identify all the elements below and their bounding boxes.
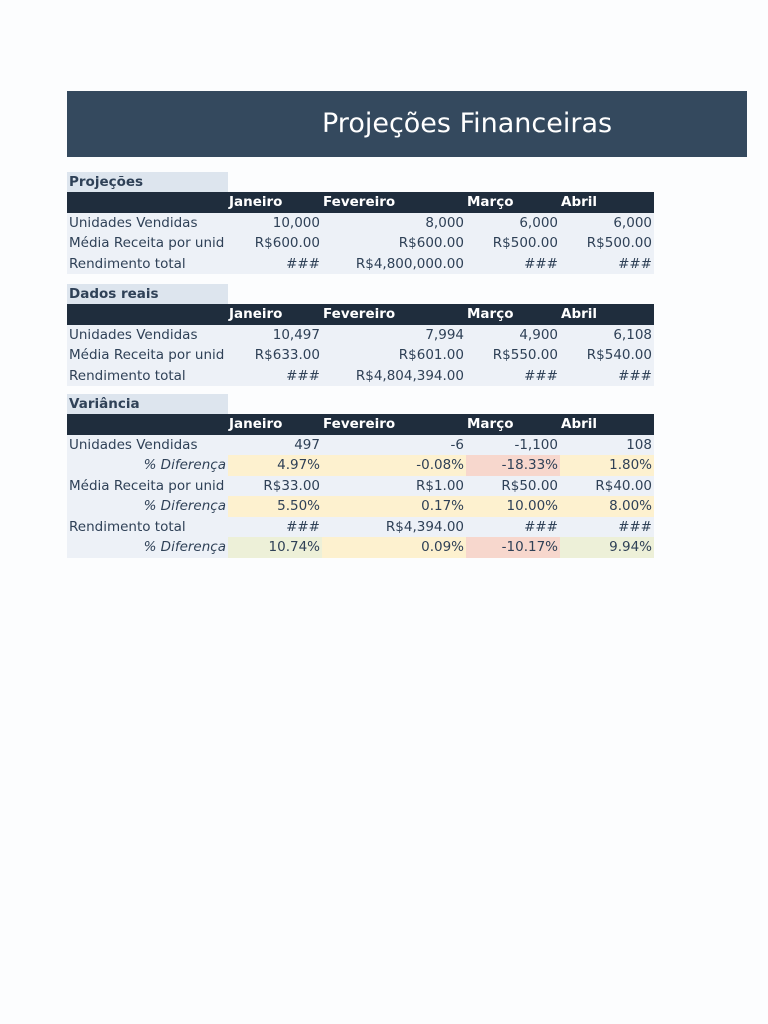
cell[interactable]: R$540.00 <box>586 347 652 363</box>
title-banner <box>67 91 747 157</box>
cell[interactable]: R$33.00 <box>263 477 320 494</box>
cell[interactable]: 6,000 <box>613 214 652 231</box>
row-label[interactable]: Unidades Vendidas <box>69 436 198 453</box>
cell[interactable]: ### <box>286 367 320 384</box>
row-label[interactable]: Rendimento total <box>69 518 186 535</box>
pct-cell[interactable]: 9.94% <box>560 537 654 558</box>
cell[interactable]: -6 <box>450 436 464 453</box>
row-label[interactable]: Média Receita por unid <box>69 235 225 251</box>
cell[interactable]: R$633.00 <box>254 347 320 363</box>
header-month[interactable]: Março <box>467 194 514 210</box>
header-empty-cell[interactable] <box>67 414 228 435</box>
table-row <box>67 517 654 538</box>
section-title-row <box>67 394 654 414</box>
section-title[interactable]: Variância <box>67 394 228 414</box>
pct-cell[interactable]: -0.08% <box>322 455 466 476</box>
cell[interactable]: 497 <box>294 436 320 453</box>
cell[interactable]: R$4,804,394.00 <box>355 367 464 384</box>
header-month[interactable]: Março <box>467 416 514 432</box>
cell[interactable]: 6,000 <box>519 214 558 231</box>
cell[interactable]: ### <box>524 367 558 384</box>
row-label[interactable]: Média Receita por unid <box>69 477 225 494</box>
page-title: Projeções Financeiras <box>322 108 613 139</box>
row-label[interactable]: Rendimento total <box>69 255 186 272</box>
pct-cell[interactable]: 0.17% <box>322 496 466 517</box>
header-month[interactable]: Fevereiro <box>323 306 396 322</box>
table-row <box>67 366 654 387</box>
pct-cell[interactable]: -18.33% <box>466 455 560 476</box>
row-label[interactable]: Unidades Vendidas <box>69 326 198 343</box>
table-row <box>67 435 654 456</box>
table-row <box>67 254 654 275</box>
pct-cell[interactable]: -10.17% <box>466 537 560 558</box>
table-row <box>67 345 654 366</box>
cell[interactable]: R$500.00 <box>492 235 558 251</box>
cell[interactable]: 108 <box>626 436 652 453</box>
cell[interactable]: 10,497 <box>272 326 320 343</box>
actuals-table <box>67 284 654 386</box>
cell[interactable]: -1,100 <box>514 436 558 453</box>
header-month[interactable]: Março <box>467 306 514 322</box>
header-row <box>67 304 654 325</box>
pct-label[interactable]: % Diferença <box>143 457 226 473</box>
header-month[interactable]: Abril <box>561 416 598 432</box>
header-empty-cell[interactable] <box>67 192 228 213</box>
cell[interactable]: R$4,394.00 <box>385 518 464 535</box>
cell[interactable]: R$600.00 <box>254 235 320 251</box>
cell[interactable]: 4,900 <box>519 326 558 343</box>
row-label[interactable]: Rendimento total <box>69 367 186 384</box>
pct-cell[interactable]: 5.50% <box>228 496 322 517</box>
section-title[interactable]: Dados reais <box>67 284 228 304</box>
table-row <box>67 213 654 234</box>
header-month[interactable]: Janeiro <box>229 306 283 322</box>
table-row <box>67 476 654 497</box>
pct-cell[interactable]: 1.80% <box>560 455 654 476</box>
pct-label[interactable]: % Diferença <box>143 498 226 514</box>
cell[interactable]: R$601.00 <box>398 347 464 363</box>
header-month[interactable]: Fevereiro <box>323 416 396 432</box>
header-month[interactable]: Abril <box>561 306 598 322</box>
pct-row <box>67 496 654 517</box>
table-row <box>67 325 654 346</box>
section-title-row <box>67 284 654 304</box>
cell[interactable]: 7,994 <box>425 326 464 343</box>
variance-table <box>67 394 654 558</box>
header-month[interactable]: Janeiro <box>229 194 283 210</box>
cell[interactable]: R$500.00 <box>586 235 652 251</box>
cell[interactable]: R$1.00 <box>415 477 464 494</box>
pct-cell[interactable]: 8.00% <box>560 496 654 517</box>
cell[interactable]: ### <box>286 518 320 535</box>
header-row <box>67 414 654 435</box>
pct-row <box>67 537 654 558</box>
cell[interactable]: 10,000 <box>272 214 320 231</box>
header-row <box>67 192 654 213</box>
cell[interactable]: ### <box>524 255 558 272</box>
row-label[interactable]: Média Receita por unid <box>69 347 225 363</box>
cell[interactable]: 8,000 <box>425 214 464 231</box>
row-label[interactable]: Unidades Vendidas <box>69 214 198 231</box>
section-title-row <box>67 172 654 192</box>
cell[interactable]: ### <box>618 255 652 272</box>
pct-cell[interactable]: 0.09% <box>322 537 466 558</box>
cell[interactable]: R$550.00 <box>492 347 558 363</box>
pct-cell[interactable]: 4.97% <box>228 455 322 476</box>
cell[interactable]: ### <box>286 255 320 272</box>
header-empty-cell[interactable] <box>67 304 228 325</box>
cell[interactable]: ### <box>524 518 558 535</box>
pct-row <box>67 455 654 476</box>
cell[interactable]: 6,108 <box>613 326 652 343</box>
header-month[interactable]: Janeiro <box>229 416 283 432</box>
cell[interactable]: R$40.00 <box>595 477 652 494</box>
cell[interactable]: ### <box>618 518 652 535</box>
cell[interactable]: R$4,800,000.00 <box>355 255 464 272</box>
projections-table <box>67 172 654 274</box>
table-row <box>67 233 654 254</box>
cell[interactable]: R$600.00 <box>398 235 464 251</box>
header-month[interactable]: Abril <box>561 194 598 210</box>
cell[interactable]: R$50.00 <box>501 477 558 494</box>
cell[interactable]: ### <box>618 367 652 384</box>
pct-cell[interactable]: 10.00% <box>466 496 560 517</box>
pct-label[interactable]: % Diferença <box>143 539 226 555</box>
section-title[interactable]: Projeções <box>67 172 228 192</box>
pct-cell[interactable]: 10.74% <box>228 537 322 558</box>
header-month[interactable]: Fevereiro <box>323 194 396 210</box>
